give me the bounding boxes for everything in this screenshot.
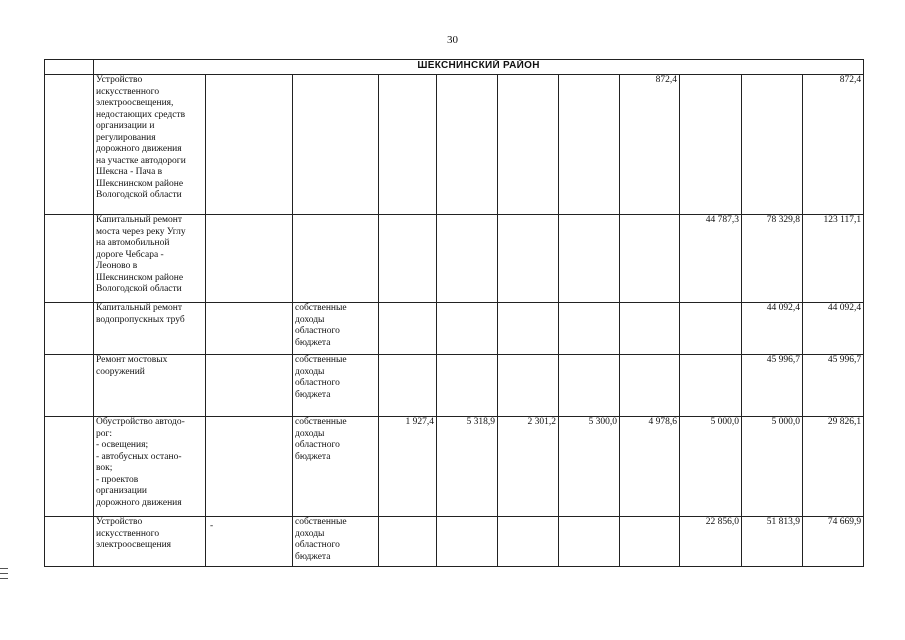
description-text: Устройство искусственного электроосвещения: [96, 517, 172, 550]
mark-cell: [206, 75, 293, 215]
blank-cell: [45, 355, 94, 417]
value-cell: 45 996,7: [742, 355, 803, 417]
description-cell: [94, 417, 206, 517]
value-cell: 22 856,0: [680, 517, 742, 567]
funding-source-cell: [293, 303, 379, 355]
value-cell: [379, 75, 437, 215]
funding-source-cell: [293, 417, 379, 517]
total-value-cell: 44 092,4: [803, 303, 864, 355]
mark-text: [208, 417, 290, 421]
blank-cell: [45, 60, 94, 75]
value-cell: [680, 355, 742, 417]
description-text: Капитальный ремонт водопропускных труб: [96, 303, 185, 325]
description-cell: [94, 215, 206, 303]
value-cell: [559, 303, 620, 355]
table-row: [45, 215, 864, 303]
value-cell: [379, 355, 437, 417]
value-cell: [498, 75, 559, 215]
blank-cell: [45, 517, 94, 567]
funding-source-text: собственные доходы областного бюджета: [295, 517, 347, 562]
value-cell: [620, 517, 680, 567]
total-value-cell: 74 669,9: [803, 517, 864, 567]
value-cell: 5 300,0: [559, 417, 620, 517]
mark-text: [208, 215, 290, 219]
mark-text: -: [210, 521, 214, 531]
total-value-cell: 45 996,7: [803, 355, 864, 417]
value-cell: [379, 517, 437, 567]
value-cell: [620, 215, 680, 303]
value-cell: 5 000,0: [742, 417, 803, 517]
table-row: [45, 75, 864, 215]
funding-source-cell: [293, 215, 379, 303]
funding-source-cell: [293, 355, 379, 417]
description-cell: [94, 75, 206, 215]
mark-text: [208, 303, 290, 307]
mark-text: [208, 355, 290, 359]
funding-source-cell: [293, 517, 379, 567]
value-cell: 51 813,9: [742, 517, 803, 567]
value-cell: [498, 215, 559, 303]
description-cell: [94, 303, 206, 355]
region-header-row: [45, 60, 864, 75]
funding-source-text: собственные доходы областного бюджета: [295, 303, 347, 348]
budget-table: [44, 59, 864, 567]
mark-text: [208, 75, 290, 79]
value-cell: [498, 517, 559, 567]
region-header: ШЕКСНИНСКИЙ РАЙОН: [94, 60, 864, 75]
value-cell: [680, 303, 742, 355]
mark-cell: [206, 417, 293, 517]
mark-cell: [206, 355, 293, 417]
mark-cell: [206, 215, 293, 303]
description-text: Ремонт мостовых сооружений: [96, 355, 168, 377]
value-cell: [437, 355, 498, 417]
value-cell: [620, 355, 680, 417]
value-cell: [498, 355, 559, 417]
margin-ticks: [0, 568, 8, 586]
value-cell: [437, 75, 498, 215]
value-cell: [559, 75, 620, 215]
value-cell: [742, 75, 803, 215]
value-cell: [559, 355, 620, 417]
page-number: 30: [447, 34, 458, 46]
table-row: [45, 355, 864, 417]
blank-cell: [45, 417, 94, 517]
value-cell: [379, 303, 437, 355]
value-cell: [437, 215, 498, 303]
description-cell: [94, 517, 206, 567]
mark-cell: [206, 303, 293, 355]
mark-cell: [206, 517, 293, 567]
funding-source-cell: [293, 75, 379, 215]
value-cell: 44 787,3: [680, 215, 742, 303]
blank-cell: [45, 215, 94, 303]
table-row: [45, 417, 864, 517]
description-cell: [94, 355, 206, 417]
description-text: Обустройство автодо- рог: - освещения; - автобусных остано- вок; - проектов организации дорожного движения: [96, 417, 185, 508]
value-cell: 5 000,0: [680, 417, 742, 517]
value-cell: [559, 517, 620, 567]
value-cell: 5 318,9: [437, 417, 498, 517]
value-cell: [437, 303, 498, 355]
value-cell: [559, 215, 620, 303]
funding-source-text: собственные доходы областного бюджета: [295, 355, 347, 400]
value-cell: 872,4: [620, 75, 680, 215]
value-cell: [498, 303, 559, 355]
total-value-cell: 29 826,1: [803, 417, 864, 517]
value-cell: 4 978,6: [620, 417, 680, 517]
description-text: Капитальный ремонт моста через реку Углу на автомобильной дороге Чебсара - Леоново в Шекснинском районе Вологодской области: [96, 215, 186, 294]
value-cell: [437, 517, 498, 567]
value-cell: 2 301,2: [498, 417, 559, 517]
table-row: [45, 303, 864, 355]
description-text: Устройство искусственного электроосвещения, недостающих средств организации и регулирования дорожного движения на участке автодороги Шексна - Пача в Шекснинском районе Вологодской области: [96, 75, 186, 200]
blank-cell: [45, 303, 94, 355]
value-cell: 44 092,4: [742, 303, 803, 355]
funding-source-text: собственные доходы областного бюджета: [295, 417, 347, 462]
value-cell: [379, 215, 437, 303]
value-cell: [620, 303, 680, 355]
table-row: [45, 517, 864, 567]
total-value-cell: 872,4: [803, 75, 864, 215]
value-cell: 1 927,4: [379, 417, 437, 517]
blank-cell: [45, 75, 94, 215]
value-cell: 78 329,8: [742, 215, 803, 303]
value-cell: [680, 75, 742, 215]
total-value-cell: 123 117,1: [803, 215, 864, 303]
